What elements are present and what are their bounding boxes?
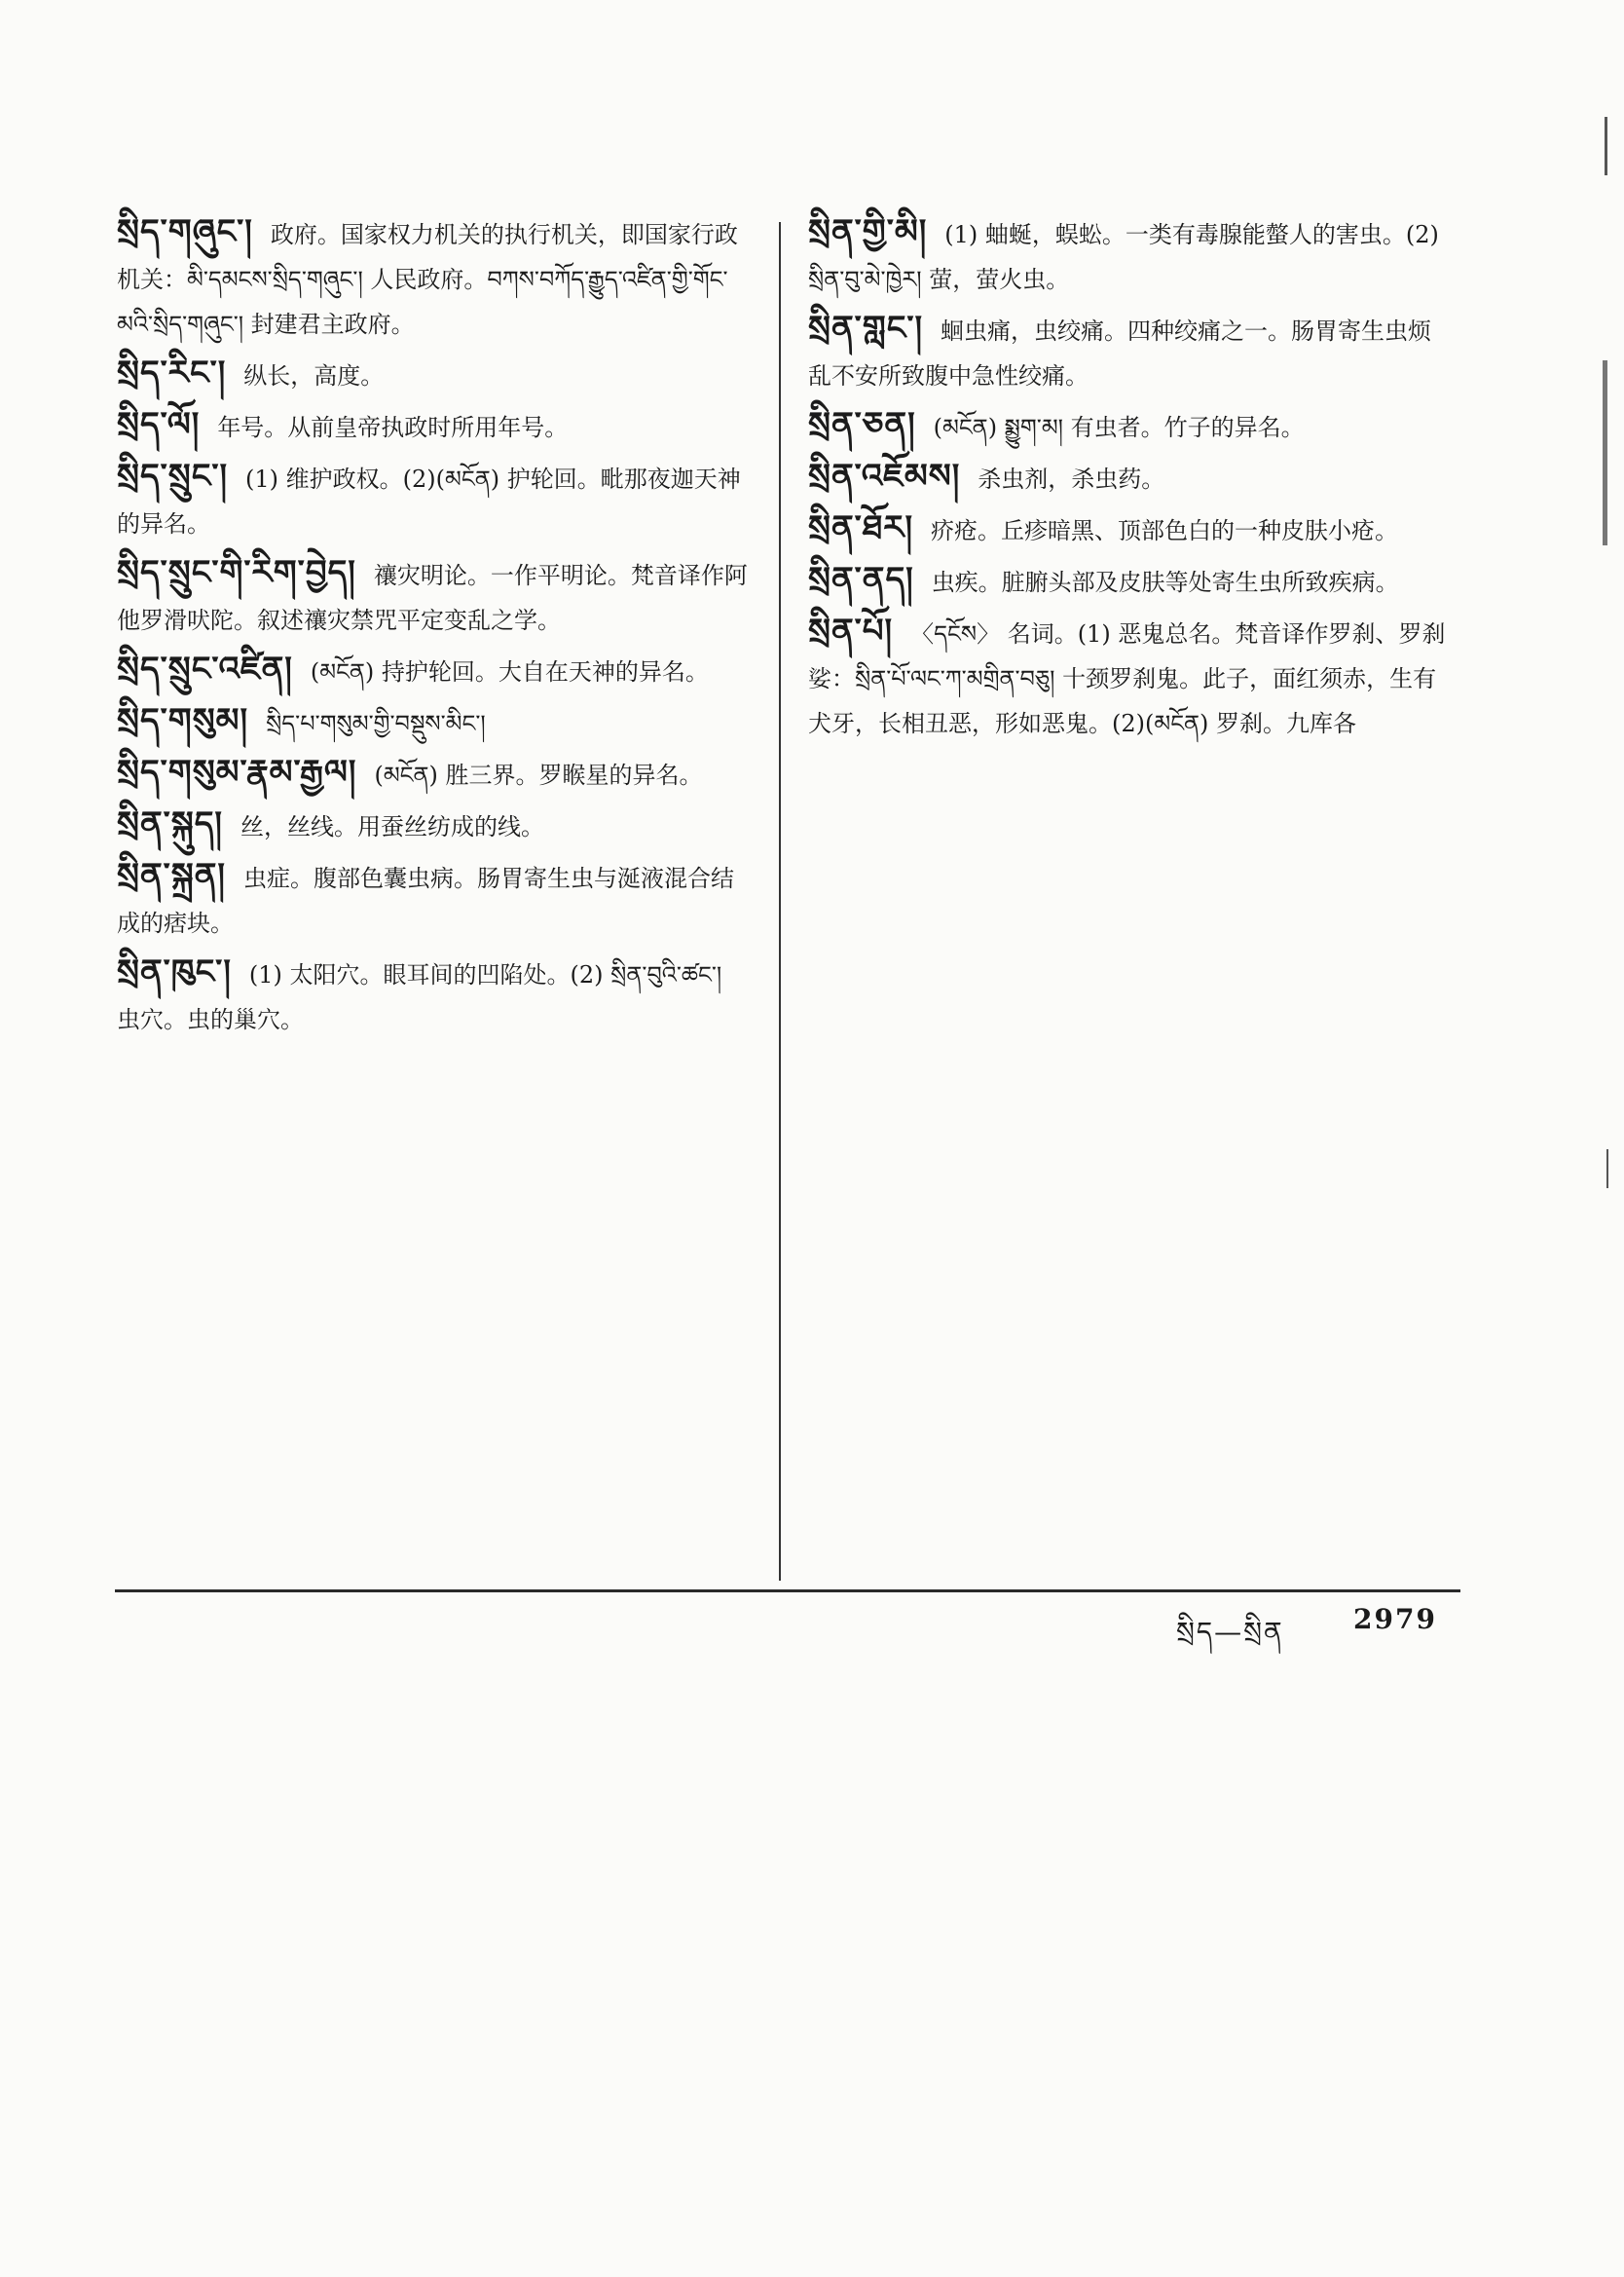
entry-headword: སྲིད་ལོ། bbox=[117, 405, 201, 444]
dictionary-entry bbox=[117, 950, 750, 1042]
entry-headword: སྲིད་རིང་། bbox=[117, 354, 227, 392]
entry-definition: 禳灾明论。一作平明论。梵音译作阿他罗滑吠陀。叙述禳灾禁咒平定变乱之学。 bbox=[117, 562, 748, 634]
entry-definition: (1) 蚰蜒，蜈蚣。一类有毒腺能螫人的害虫。(2) སྲིན་བུ་མེ་ཁྱེར། 萤，萤火虫。 bbox=[808, 221, 1439, 293]
page-number: 2979 bbox=[1353, 1603, 1437, 1635]
entry-headword: སྲིན་ནད། bbox=[808, 560, 914, 599]
entry-headword: སྲིད་སྲུང་གི་རིག་བྱེད། bbox=[117, 553, 356, 592]
left-column bbox=[117, 209, 750, 1046]
entry-definition: 虫症。腹部色囊虫病。肠胃寄生虫与涎液混合结成的痞块。 bbox=[117, 865, 734, 937]
entry-headword: སྲིན་སྐྲན། bbox=[117, 856, 226, 895]
dictionary-entry bbox=[117, 209, 750, 347]
entry-definition: 〈དངོས〉 名词。(1) 恶鬼总名。梵音译作罗刹、罗刹娑：སྲིན་པོ་ལང་ཀ་མགྲིན་བཅུ། 十颈罗刹鬼。此子，面红须赤，生有犬牙，长相丑恶，形如恶鬼。(2)(མངོན) 罗刹。九库各 bbox=[808, 620, 1446, 737]
entry-definition: 年号。从前皇帝执政时所用年号。 bbox=[217, 414, 569, 441]
entry-definition: (མངོན) 持护轮回。大自在天神的异名。 bbox=[310, 658, 709, 686]
entry-headword: སྲིན་སྐུད། bbox=[117, 804, 223, 843]
scan-mark bbox=[1603, 360, 1607, 545]
footer-rule bbox=[115, 1589, 1460, 1592]
dictionary-entry bbox=[117, 698, 750, 746]
entry-definition: 虫疾。脏腑头部及皮肤等处寄生虫所致疾病。 bbox=[931, 569, 1399, 596]
entry-headword: སྲིན་ཁུང་། bbox=[117, 952, 232, 991]
entry-headword: སྲིད་སྲུང་འཛིན། bbox=[117, 650, 293, 689]
dictionary-entry bbox=[808, 209, 1446, 302]
dictionary-entry bbox=[808, 454, 1446, 502]
dictionary-entry bbox=[117, 351, 750, 398]
entry-headword: སྲིད་སྲུང་། bbox=[117, 457, 229, 496]
scan-mark bbox=[1605, 117, 1607, 175]
entry-headword: སྲིན་པོ། bbox=[808, 612, 894, 651]
dictionary-entry bbox=[117, 647, 750, 694]
right-column bbox=[808, 209, 1446, 750]
entry-definition: (མངོན) སྨྱུག་མ། 有虫者。竹子的异名。 bbox=[933, 414, 1305, 441]
scan-mark bbox=[1606, 1149, 1608, 1188]
entry-definition: 杀虫剂，杀虫药。 bbox=[978, 466, 1165, 493]
dictionary-entry bbox=[808, 557, 1446, 605]
dictionary-entry bbox=[808, 306, 1446, 398]
running-head: སྲིད—སྲིན bbox=[1176, 1616, 1284, 1648]
entry-headword: སྲིན་གླང་། bbox=[808, 309, 924, 348]
dictionary-entry bbox=[117, 750, 750, 798]
entry-definition: (མངོན) 胜三界。罗睺星的异名。 bbox=[374, 762, 703, 789]
entry-headword: སྲིད་གསུམ། bbox=[117, 701, 249, 740]
dictionary-entry bbox=[117, 550, 750, 643]
entry-headword: སྲིད་གསུམ་རྣམ་རྒྱལ། bbox=[117, 753, 357, 792]
entry-headword: སྲིན་འཇོམས། bbox=[808, 457, 961, 496]
entry-definition: 纵长，高度。 bbox=[243, 362, 385, 390]
entry-headword: སྲིན་ཐོར། bbox=[808, 508, 914, 547]
entry-headword: སྲིད་གཞུང་། bbox=[117, 212, 253, 251]
entry-definition: 蛔虫痛，虫绞痛。四种绞痛之一。肠胃寄生虫烦乱不安所致腹中急性绞痛。 bbox=[808, 317, 1432, 390]
entry-definition: 疥疮。丘疹暗黑、顶部色白的一种皮肤小疮。 bbox=[931, 517, 1399, 544]
entry-definition: 政府。国家权力机关的执行机关，即国家行政机关：མི་དམངས་སྲིད་གཞུང་། 人民政府。བཀས་བཀོད་རྒྱུད་འཛིན་གྱི་གོང་མའི་སྲིད་གཞུང་། 封建君主政府。 bbox=[117, 221, 738, 338]
dictionary-entry bbox=[808, 505, 1446, 553]
entry-definition: (1) 维护政权。(2)(མངོན) 护轮回。毗那夜迦天神的异名。 bbox=[117, 466, 741, 538]
entry-headword: སྲིན་གྱི་མི། bbox=[808, 212, 928, 251]
dictionary-entry bbox=[117, 802, 750, 849]
dictionary-entry bbox=[117, 402, 750, 450]
dictionary-entry bbox=[808, 609, 1446, 746]
entry-definition: སྲིད་པ་གསུམ་གྱི་བསྡུས་མིང་། bbox=[266, 710, 486, 737]
entry-headword: སྲིན་ཅན། bbox=[808, 405, 916, 444]
dictionary-entry bbox=[117, 853, 750, 946]
entry-definition: 丝，丝线。用蚕丝纺成的线。 bbox=[240, 813, 544, 840]
dictionary-entry bbox=[117, 454, 750, 546]
entry-definition: (1) 太阳穴。眼耳间的凹陷处。(2) སྲིན་བུའི་ཚང་། 虫穴。虫的巢穴。 bbox=[117, 961, 722, 1033]
column-divider bbox=[779, 222, 781, 1581]
dictionary-entry bbox=[808, 402, 1446, 450]
